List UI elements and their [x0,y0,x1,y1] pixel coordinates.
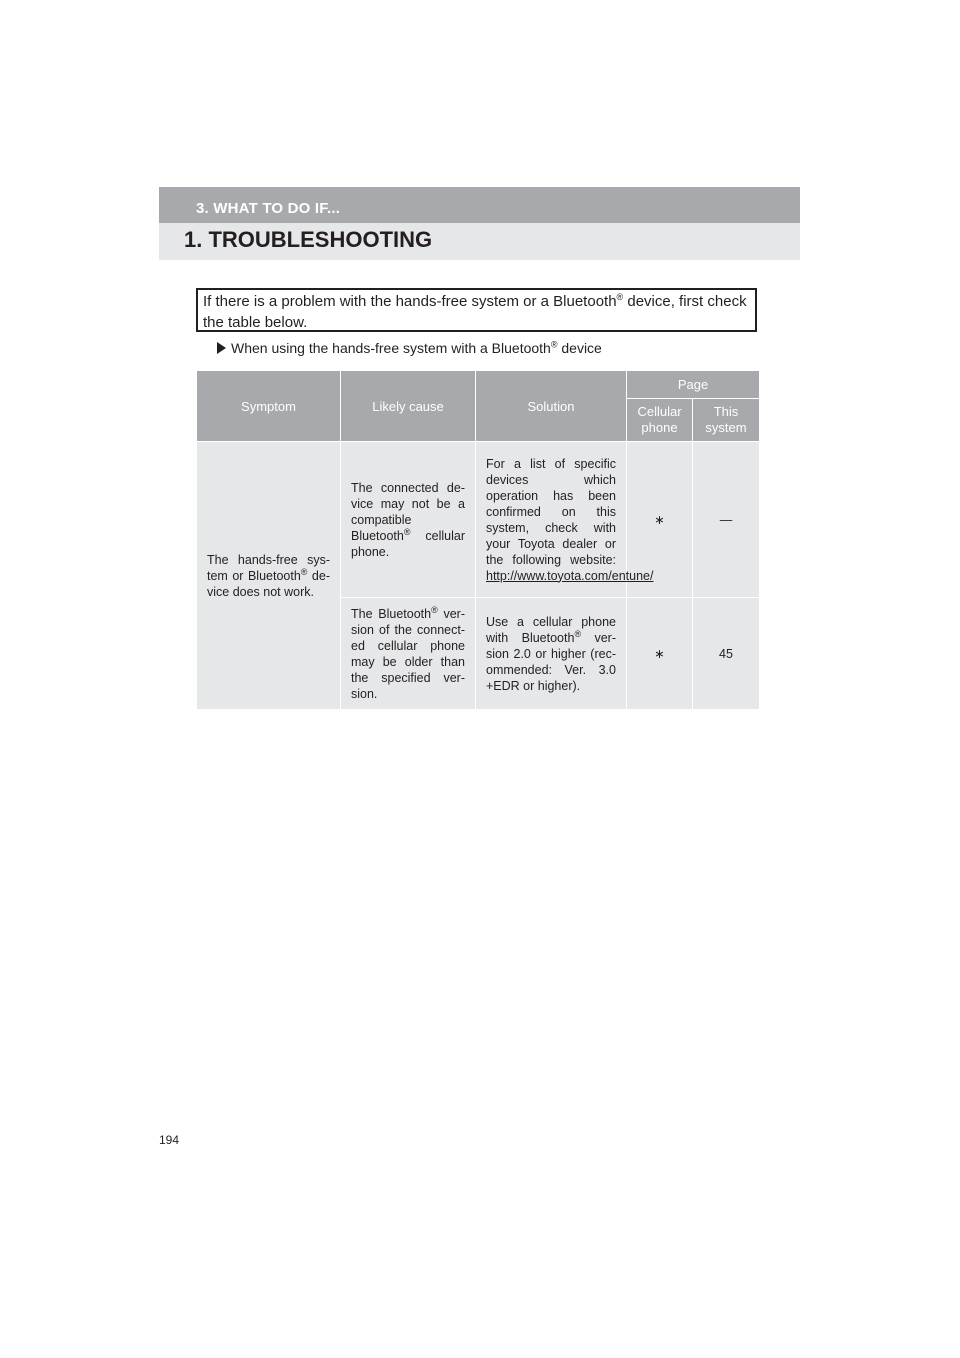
registered-mark: ® [431,604,438,615]
cause-text: The Bluetooth [351,606,432,621]
cause-text-cont: cellular phone. [351,528,465,559]
header-solution: Solution [476,371,627,442]
this-system-page-cell [693,598,760,710]
cause-text-cont: ver-sion of the connect-ed cellular phone may be older than the specified ver-sion. [351,606,465,701]
solution-text: For a list of specific devices which operation has been confirmed on this system, check with your Toyota dealer or the following website: [486,456,616,567]
page-reference: 45 [719,646,733,661]
registered-mark: ® [574,628,582,639]
registered-mark: ® [550,339,558,350]
page-title: 1. TROUBLESHOOTING [184,227,433,252]
triangle-bullet-icon [217,342,226,354]
intro-text-cont: device, first check the table below. [203,293,747,331]
solution-cell [476,442,654,598]
solution-text: Use a cellular phone with Bluetooth [486,614,616,645]
page-number: 194 [159,1133,180,1147]
intro-text: If there is a problem with the hands-free system or a Bluetooth [203,293,617,310]
table-row [197,442,760,598]
cellular-phone-page-cell [627,598,693,710]
dash-icon: — [719,512,733,527]
cause-cell [341,598,476,710]
solution-text-cont: ver-sion 2.0 or higher (rec-ommended: Ver. 3.0 +EDR or higher). [486,630,616,693]
page-title-band [159,223,800,260]
registered-mark: ® [403,526,411,537]
toyota-website-link[interactable]: http://www.toyota.com/entune/ [486,568,654,583]
asterisk-icon: ∗ [654,512,665,527]
section-title: 3. WHAT TO DO IF... [196,200,341,217]
subheading [217,340,602,356]
cause-cell [341,442,476,598]
header-this-system: This system [693,399,760,442]
symptom-cell [197,442,341,710]
solution-cell [476,598,627,710]
header-page: Page [627,371,760,399]
registered-mark: ® [616,292,624,302]
subheading-text-cont: device [557,340,602,356]
header-likely-cause: Likely cause [341,371,476,442]
asterisk-icon: ∗ [654,646,665,661]
subheading-text: When using the hands-free system with a Bluetooth [231,340,551,356]
symptom-text-cont: de-vice does not work. [207,568,330,599]
section-header-band [159,187,800,223]
this-system-page-cell [693,442,760,598]
troubleshooting-table [196,370,760,710]
symptom-text: The hands-free sys-tem or Bluetooth [207,552,330,583]
cause-text: The connected de-vice may not be a compatible Bluetooth [351,480,465,543]
intro-note-box [196,288,757,332]
header-symptom: Symptom [197,371,341,442]
registered-mark: ® [300,566,308,577]
header-cellular-phone: Cellular phone [627,399,693,442]
